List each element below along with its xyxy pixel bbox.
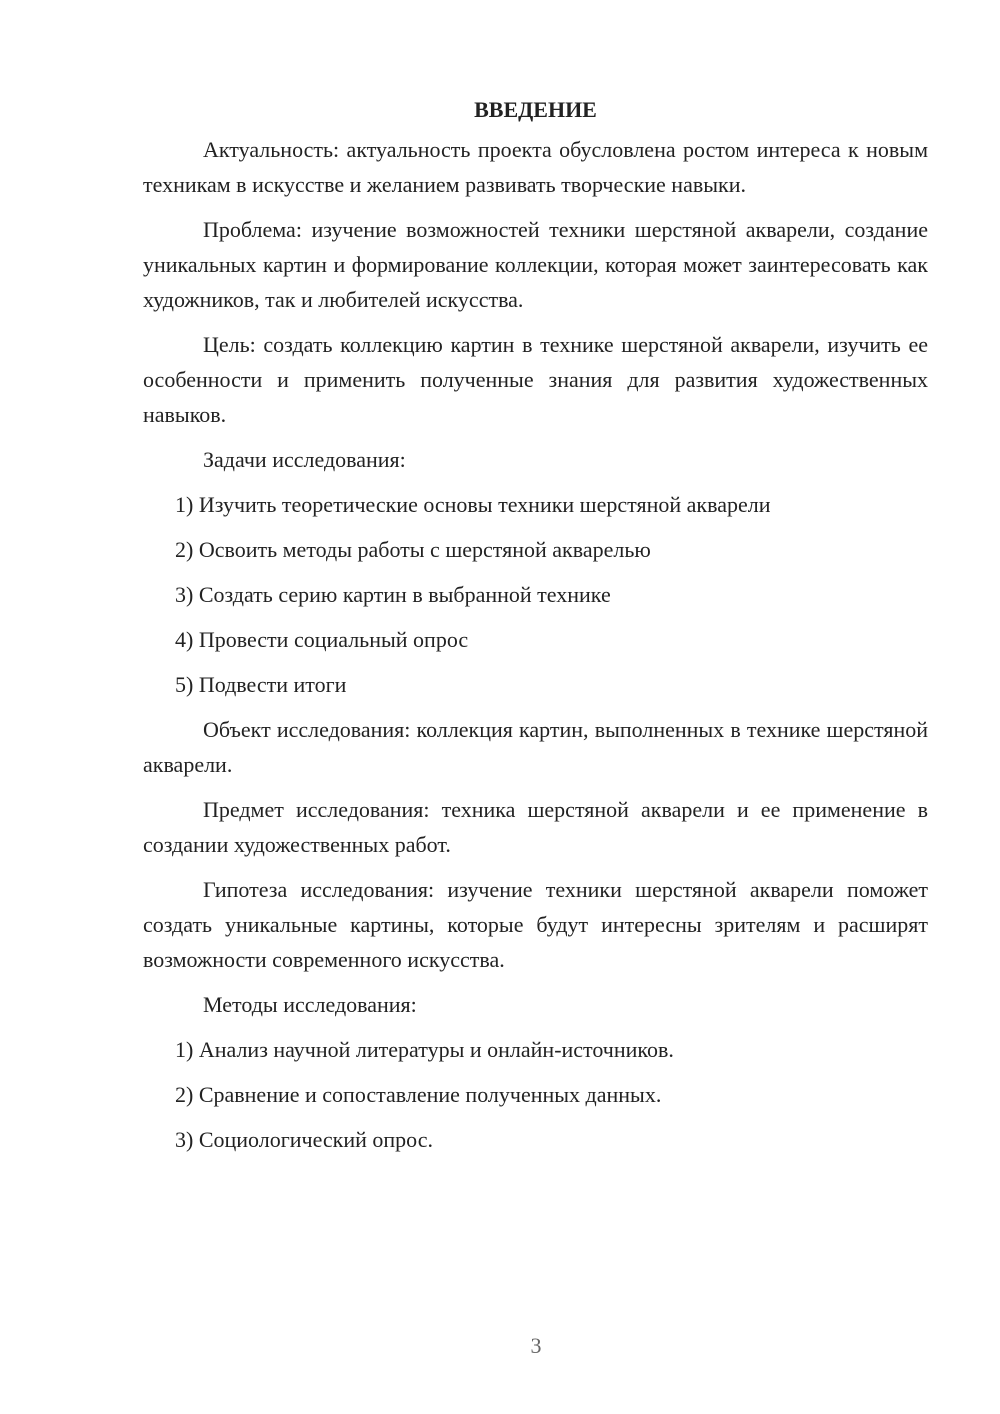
hypothesis-paragraph: Гипотеза исследования: изучение техники шерстяной акварели поможет создать уникальные картины, которые будут интересны зрителям и расширят возможности современного искусства. (143, 877, 928, 972)
method-item: 2) Сравнение и сопоставление полученных данных. (175, 1082, 662, 1107)
task-item: 1) Изучить теоретические основы техники шерстяной акварели (175, 492, 771, 517)
goal-paragraph: Цель: создать коллекцию картин в технике шерстяной акварели, изучить ее особенности и применить полученные знания для развития художественных навыков. (143, 332, 928, 427)
method-item: 3) Социологический опрос. (175, 1127, 433, 1152)
task-item: 5) Подвести итоги (175, 672, 347, 697)
task-item: 3) Создать серию картин в выбранной технике (175, 582, 611, 607)
page-number: 3 (530, 1333, 542, 1358)
problem-paragraph: Проблема: изучение возможностей техники шерстяной акварели, создание уникальных картин и формирование коллекции, которая может заинтересовать как художников, так и любителей искусства. (143, 217, 928, 312)
relevance-paragraph: Актуальность: актуальность проекта обусловлена ростом интереса к новым техникам в искусстве и желанием развивать творческие навыки. (143, 137, 928, 197)
object-paragraph: Объект исследования: коллекция картин, выполненных в технике шерстяной акварели. (143, 717, 928, 777)
section-title: ВВЕДЕНИЕ (474, 97, 597, 122)
methods-heading: Методы исследования: (203, 992, 417, 1017)
page-content (143, 92, 928, 1167)
task-item: 2) Освоить методы работы с шерстяной акварелью (175, 537, 651, 562)
task-item: 4) Провести социальный опрос (175, 627, 469, 652)
tasks-heading: Задачи исследования: (203, 447, 406, 472)
subject-paragraph: Предмет исследования: техника шерстяной акварели и ее применение в создании художественных работ. (143, 797, 928, 857)
method-item: 1) Анализ научной литературы и онлайн-источников. (175, 1037, 674, 1062)
